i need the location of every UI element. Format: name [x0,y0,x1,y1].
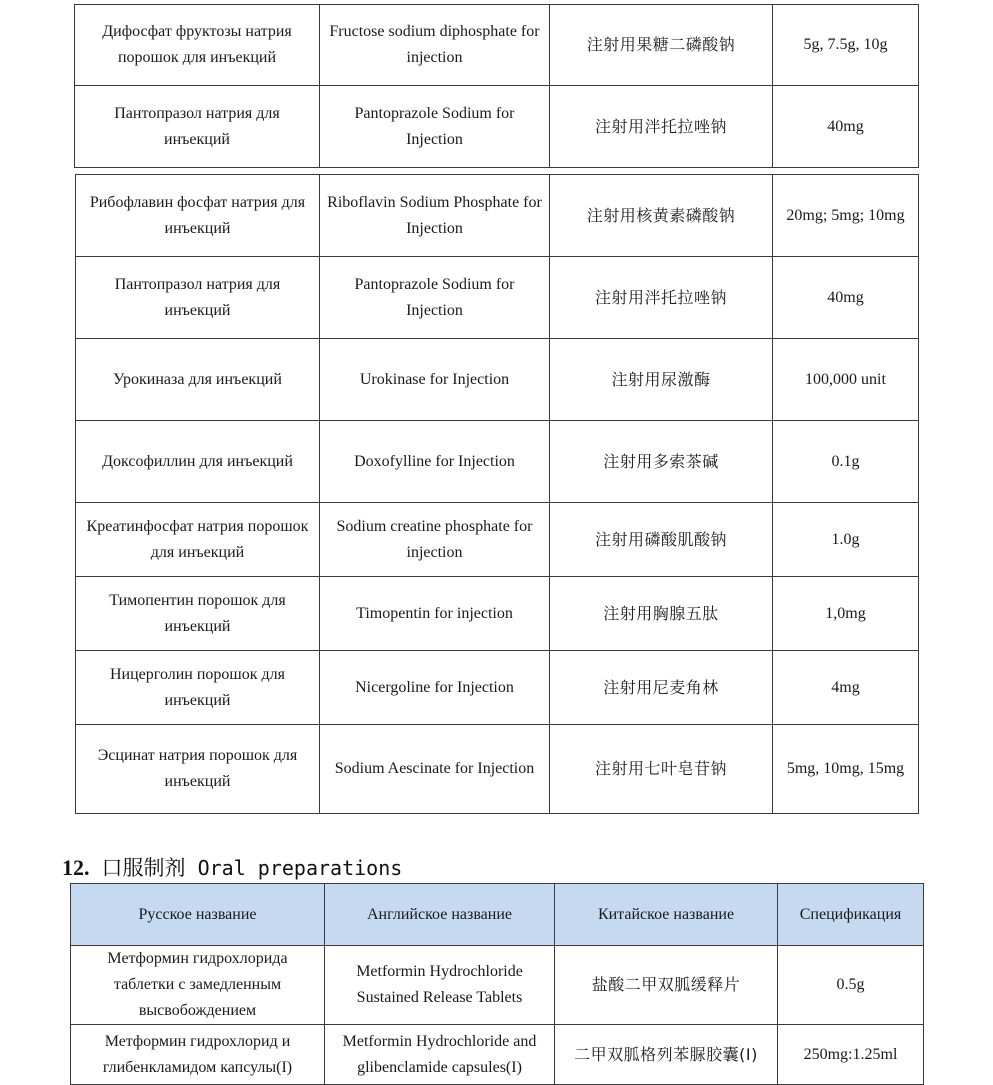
cell-specification: 1,0mg [773,577,919,651]
cell-russian-name: Тимопентин порошок для инъекций [76,577,320,651]
cell-chinese-name: 注射用尿激酶 [550,339,773,421]
cell-russian-name: Ницерголин порошок для инъекций [76,651,320,725]
table-row [75,5,919,86]
table-row [75,86,919,168]
drug-table-injections [75,174,919,814]
cell-russian-name: Метформин гидрохлорид и глибенкламидом капсулы(I) [71,1025,325,1085]
cell-specification: 0.1g [773,421,919,503]
cell-chinese-name: 注射用核黄素磷酸钠 [550,175,773,257]
cell-chinese-name: 注射用果糖二磷酸钠 [550,5,773,86]
section-number: 12. [62,855,90,880]
cell-russian-name: Доксофиллин для инъекций [76,421,320,503]
table-row [76,421,919,503]
table-row [76,503,919,577]
cell-specification: 5mg, 10mg, 15mg [773,725,919,814]
cell-russian-name: Пантопразол натрия для инъекций [75,86,320,168]
cell-russian-name: Пантопразол натрия для инъекций [76,257,320,339]
cell-english-name: Metformin Hydrochloride and glibenclamide capsules(I) [325,1025,555,1085]
cell-chinese-name: 注射用泮托拉唑钠 [550,257,773,339]
table-row [71,1025,924,1085]
cell-chinese-name: 注射用磷酸肌酸钠 [550,503,773,577]
cell-specification: 0.5g [778,946,924,1025]
cell-english-name: Pantoprazole Sodium for Injection [320,257,550,339]
table-row [76,577,919,651]
cell-chinese-name: 盐酸二甲双胍缓释片 [555,946,778,1025]
table-header-row [71,884,924,946]
cell-chinese-name: 注射用尼麦角林 [550,651,773,725]
cell-chinese-name: 注射用泮托拉唑钠 [550,86,773,168]
header-chinese-name: Китайское название [555,884,778,946]
header-english-name: Английское название [325,884,555,946]
table-row [76,257,919,339]
cell-russian-name: Метформин гидрохлорида таблетки с замедленным высвобождением [71,946,325,1025]
cell-english-name: Sodium creatine phosphate for injection [320,503,550,577]
cell-chinese-name: 注射用七叶皂苷钠 [550,725,773,814]
cell-chinese-name: 注射用多索茶碱 [550,421,773,503]
table-row [76,175,919,257]
oral-preparations-table [70,883,924,1085]
table-row [71,946,924,1025]
cell-english-name: Sodium Aescinate for Injection [320,725,550,814]
section-title-en: Oral preparations [197,856,403,880]
table-row [76,339,919,421]
cell-russian-name: Эсцинат натрия порошок для инъекций [76,725,320,814]
section-title-zh: 口服制剂 [101,856,186,880]
cell-english-name: Riboflavin Sodium Phosphate for Injection [320,175,550,257]
cell-english-name: Metformin Hydrochloride Sustained Release Tablets [325,946,555,1025]
header-russian-name: Русское название [71,884,325,946]
cell-english-name: Fructose sodium diphosphate for injection [320,5,550,86]
cell-specification: 40mg [773,257,919,339]
cell-russian-name: Рибофлавин фосфат натрия для инъекций [76,175,320,257]
cell-chinese-name: 注射用胸腺五肽 [550,577,773,651]
table-row [76,725,919,814]
cell-russian-name: Урокиназа для инъекций [76,339,320,421]
cell-specification: 100,000 unit [773,339,919,421]
cell-russian-name: Дифосфат фруктозы натрия порошок для инъекций [75,5,320,86]
drug-table-top [74,4,919,168]
cell-english-name: Doxofylline for Injection [320,421,550,503]
section-heading [62,854,402,882]
cell-specification: 40mg [773,86,919,168]
cell-english-name: Timopentin for injection [320,577,550,651]
cell-english-name: Pantoprazole Sodium for Injection [320,86,550,168]
header-specification: Спецификация [778,884,924,946]
table-row [76,651,919,725]
cell-english-name: Urokinase for Injection [320,339,550,421]
cell-specification: 250mg:1.25ml [778,1025,924,1085]
cell-specification: 1.0g [773,503,919,577]
cell-specification: 5g, 7.5g, 10g [773,5,919,86]
cell-specification: 20mg; 5mg; 10mg [773,175,919,257]
cell-russian-name: Креатинфосфат натрия порошок для инъекций [76,503,320,577]
cell-specification: 4mg [773,651,919,725]
cell-chinese-name: 二甲双胍格列苯脲胶囊(I) [555,1025,778,1085]
cell-english-name: Nicergoline for Injection [320,651,550,725]
